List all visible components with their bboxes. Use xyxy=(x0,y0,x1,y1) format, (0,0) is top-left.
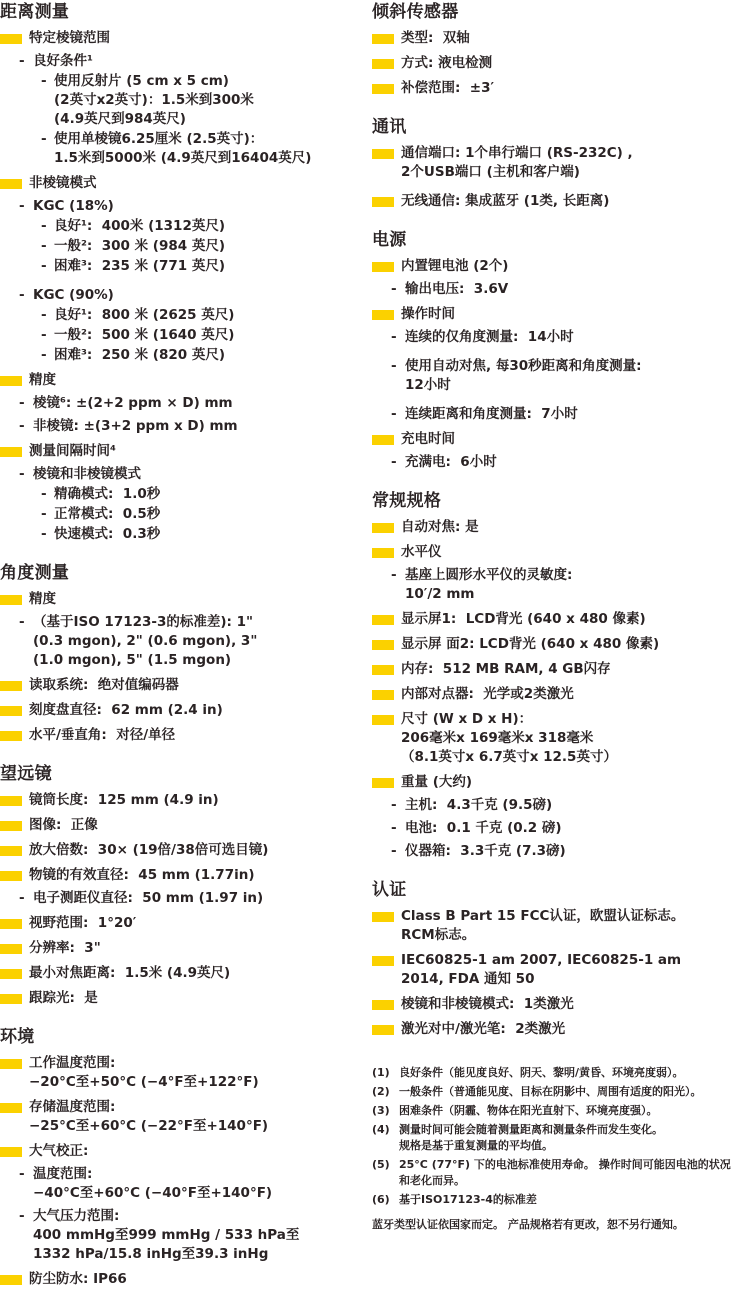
spec-text: 输出电压: 3.6V xyxy=(405,281,509,297)
spec-text: 使用反射片 (5 cm x 5 cm) (2英寸x2英寸)：1.5米到300米 (4.9英尺到984英尺) xyxy=(54,73,254,127)
spec-text: 一般²: 500 米 (1640 英尺) xyxy=(54,327,235,343)
footnote-number: (6) xyxy=(372,1193,390,1206)
bullet-marker-icon xyxy=(372,778,394,788)
spec-item xyxy=(0,197,367,216)
spec-item xyxy=(372,192,734,211)
spec-text: 放大倍数: 30× (19倍/38倍可选目镜) xyxy=(29,842,269,858)
footnote xyxy=(372,1103,734,1119)
spec-section xyxy=(0,764,367,1008)
bullet-marker-icon xyxy=(372,956,394,966)
spec-text: 存储温度范围: −25°C至+60°C (−22°F至+140°F) xyxy=(29,1099,269,1134)
spec-text: 充电时间 xyxy=(401,431,455,447)
spec-text: （基于ISO 17123-3的标准差): 1" (0.3 mgon), 2" (0.6 mgon), 3" (1.0 mgon), 5" (1.5 mgon) xyxy=(33,614,258,668)
bullet-marker-icon xyxy=(372,149,394,159)
spec-text: 主机: 4.3千克 (9.5磅) xyxy=(405,797,553,813)
spec-text: 重量 (大约) xyxy=(401,774,473,790)
footnote-text: 25°C (77°F) 下的电池标准使用寿命。 操作时间可能因电池的状况和老化而异。 xyxy=(399,1158,731,1187)
bullet-marker-icon xyxy=(0,796,22,806)
legal-note: 蓝牙类型认证依国家而定。 产品规格若有更改，恕不另行通知。 xyxy=(372,1218,684,1231)
bullet-marker-icon xyxy=(372,34,394,44)
bullet-marker-icon xyxy=(372,912,394,922)
spec-section xyxy=(372,117,734,211)
spec-item xyxy=(0,791,367,810)
spec-item xyxy=(372,796,734,815)
spec-item xyxy=(0,525,367,544)
bullet-marker-icon xyxy=(372,84,394,94)
spec-text: 良好¹: 800 米 (2625 英尺) xyxy=(54,307,235,323)
dash-marker-icon: - xyxy=(41,526,47,542)
bullet-marker-icon xyxy=(0,871,22,881)
spec-column-right-sections xyxy=(372,2,734,1039)
bullet-marker-icon xyxy=(372,1000,394,1010)
spec-text: 大气校正: xyxy=(29,1143,89,1159)
spec-text: 通信端口: 1个串行端口 (RS-232C) , 2个USB端口 (主机和客户端) xyxy=(401,145,633,180)
spec-text: Class B Part 15 FCC认证，欧盟认证标志。 RCM标志。 xyxy=(401,908,685,943)
bullet-marker-icon xyxy=(0,376,22,386)
spec-item xyxy=(372,257,734,276)
spec-item xyxy=(372,305,734,324)
bullet-marker-icon xyxy=(0,34,22,44)
spec-item xyxy=(0,174,367,193)
spec-text: 工作温度范围: −20°C至+50°C (−4°F至+122°F) xyxy=(29,1055,259,1090)
spec-text: 方式: 液电检测 xyxy=(401,55,493,71)
spec-item xyxy=(0,939,367,958)
spec-text: KGC (18%) xyxy=(33,198,114,214)
bullet-marker-icon xyxy=(0,731,22,741)
bullet-marker-icon xyxy=(0,447,22,457)
spec-item xyxy=(372,1020,734,1039)
spec-item xyxy=(372,951,734,989)
spec-item xyxy=(0,417,367,436)
bullet-marker-icon xyxy=(0,846,22,856)
dash-marker-icon: - xyxy=(41,258,47,274)
footnote-number: (5) xyxy=(372,1158,390,1171)
bullet-marker-icon xyxy=(0,994,22,1004)
dash-marker-icon: - xyxy=(19,198,25,214)
spec-item xyxy=(0,286,367,305)
footnote-number: (4) xyxy=(372,1123,390,1136)
spec-item xyxy=(372,842,734,861)
spec-item xyxy=(0,237,367,256)
dash-marker-icon: - xyxy=(19,614,25,630)
spec-section xyxy=(0,2,367,544)
spec-text: 连续的仅角度测量: 14小时 xyxy=(405,329,574,345)
spec-text: 类型: 双轴 xyxy=(401,30,470,46)
spec-item xyxy=(372,773,734,792)
dash-marker-icon: - xyxy=(19,466,25,482)
dash-marker-icon: - xyxy=(41,238,47,254)
section-title: 角度测量 xyxy=(0,563,70,583)
bullet-marker-icon xyxy=(0,1275,22,1285)
footnote-text: 困难条件（阴霾、物体在阳光直射下、环境亮度强）。 xyxy=(399,1104,658,1117)
spec-item xyxy=(372,79,734,98)
spec-item xyxy=(0,1165,367,1203)
spec-item xyxy=(372,453,734,472)
bullet-marker-icon xyxy=(372,310,394,320)
spec-item xyxy=(0,442,367,461)
footnote-number: (3) xyxy=(372,1104,390,1117)
dash-marker-icon: - xyxy=(19,1208,25,1224)
footnote-text: 一般条件（普通能见度、目标在阴影中、周围有适度的阳光）。 xyxy=(399,1085,702,1098)
spec-text: 正常模式: 0.5秒 xyxy=(54,506,161,522)
spec-text: 棱镜和非棱镜模式: 1类激光 xyxy=(401,996,574,1012)
spec-column-left xyxy=(0,2,367,1308)
dash-marker-icon: - xyxy=(41,486,47,502)
footnote xyxy=(372,1192,734,1208)
spec-text: 测量间隔时间⁴ xyxy=(29,443,116,459)
footnote xyxy=(372,1157,734,1189)
spec-text: 温度范围: −40°C至+60°C (−40°F至+140°F) xyxy=(33,1166,273,1201)
bullet-marker-icon xyxy=(372,59,394,69)
spec-text: 使用单棱镜6.25厘米 (2.5英寸)： 1.5米到5000米 (4.9英尺到16404英尺) xyxy=(54,131,312,166)
spec-text: 一般²: 300 米 (984 英尺) xyxy=(54,238,226,254)
spec-item xyxy=(0,1207,367,1264)
section-title: 认证 xyxy=(372,880,407,900)
spec-text: 电子测距仪直径: 50 mm (1.97 in) xyxy=(33,890,264,906)
bullet-marker-icon xyxy=(0,681,22,691)
dash-marker-icon: - xyxy=(41,506,47,522)
spec-text: 基座上圆形水平仪的灵敏度: 10′/2 mm xyxy=(405,567,573,602)
spec-text: 显示屏 面2: LCD背光 (640 x 480 像素) xyxy=(401,636,660,652)
spec-item xyxy=(0,346,367,365)
dash-marker-icon: - xyxy=(391,567,397,583)
dash-marker-icon: - xyxy=(391,406,397,422)
spec-section xyxy=(372,491,734,861)
dash-marker-icon: - xyxy=(41,73,47,89)
spec-item xyxy=(0,505,367,524)
spec-text: 仪器箱: 3.3千克 (7.3磅) xyxy=(405,843,566,859)
spec-item xyxy=(372,29,734,48)
bullet-marker-icon xyxy=(372,715,394,725)
spec-item xyxy=(372,610,734,629)
spec-item xyxy=(372,566,734,604)
spec-text: 内部对点器: 光学或2类激光 xyxy=(401,686,574,702)
spec-section xyxy=(372,230,734,472)
spec-text: 快速模式: 0.3秒 xyxy=(54,526,161,542)
spec-text: 精度 xyxy=(29,372,56,388)
spec-item xyxy=(0,914,367,933)
footnote-text: 良好条件（能见度良好、阴天、黎明/黄昏、环境亮度弱）。 xyxy=(399,1066,684,1079)
spec-text: 内存: 512 MB RAM, 4 GB闪存 xyxy=(401,661,611,677)
spec-item xyxy=(372,710,734,767)
bullet-marker-icon xyxy=(0,1103,22,1113)
dash-marker-icon: - xyxy=(391,329,397,345)
spec-item xyxy=(372,660,734,679)
dash-marker-icon: - xyxy=(391,843,397,859)
dash-marker-icon: - xyxy=(19,53,25,69)
spec-text: 精度 xyxy=(29,591,56,607)
bullet-marker-icon xyxy=(0,179,22,189)
bullet-marker-icon xyxy=(0,919,22,929)
bullet-marker-icon xyxy=(0,969,22,979)
spec-item xyxy=(372,357,734,395)
dash-marker-icon: - xyxy=(41,347,47,363)
section-title: 距离测量 xyxy=(0,2,70,22)
footnote xyxy=(372,1065,734,1081)
bullet-marker-icon xyxy=(372,262,394,272)
spec-columns xyxy=(0,2,734,1308)
section-title: 环境 xyxy=(0,1027,35,1047)
spec-item xyxy=(0,613,367,670)
bullet-marker-icon xyxy=(372,197,394,207)
dash-marker-icon: - xyxy=(391,454,397,470)
spec-text: 最小对焦距离: 1.5米 (4.9英尺) xyxy=(29,965,231,981)
spec-text: IEC60825-1 am 2007, IEC60825-1 am 2014, FDA 通知 50 xyxy=(401,952,682,987)
spec-text: 良好¹: 400米 (1312英尺) xyxy=(54,218,226,234)
dash-marker-icon: - xyxy=(41,307,47,323)
spec-text: 非棱镜模式 xyxy=(29,175,97,191)
footnote xyxy=(372,1084,734,1100)
dash-marker-icon: - xyxy=(19,1166,25,1182)
spec-item xyxy=(372,328,734,347)
spec-text: 连续距离和角度测量: 7小时 xyxy=(405,406,578,422)
spec-item xyxy=(372,54,734,73)
spec-text: 激光对中/激光笔: 2类激光 xyxy=(401,1021,566,1037)
dash-marker-icon: - xyxy=(41,131,47,147)
spec-item xyxy=(0,371,367,390)
spec-text: 自动对焦: 是 xyxy=(401,519,479,535)
bullet-marker-icon xyxy=(372,665,394,675)
spec-text: 水平仪 xyxy=(401,544,442,560)
spec-item xyxy=(0,52,367,71)
dash-marker-icon: - xyxy=(391,358,397,374)
spec-section xyxy=(372,2,734,98)
spec-text: 非棱镜: ±(3+2 ppm x D) mm xyxy=(33,418,238,434)
spec-item xyxy=(372,518,734,537)
spec-text: 棱镜和非棱镜模式 xyxy=(33,466,141,482)
spec-text: 显示屏1: LCD背光 (640 x 480 像素) xyxy=(401,611,646,627)
spec-item xyxy=(372,144,734,182)
bullet-marker-icon xyxy=(372,640,394,650)
spec-item xyxy=(0,841,367,860)
dash-marker-icon: - xyxy=(19,418,25,434)
spec-text: 困难³: 250 米 (820 英尺) xyxy=(54,347,226,363)
dash-marker-icon: - xyxy=(19,890,25,906)
spec-section xyxy=(372,880,734,1039)
dash-marker-icon: - xyxy=(41,327,47,343)
spec-item xyxy=(372,995,734,1014)
spec-text: 尺寸 (W x D x H)： 206毫米x 169毫米x 318毫米 （8.1英寸x 6.7英寸x 12.5英寸） xyxy=(401,711,617,765)
bullet-marker-icon xyxy=(372,690,394,700)
spec-text: 充满电: 6小时 xyxy=(405,454,497,470)
spec-item xyxy=(0,726,367,745)
spec-text: 电池: 0.1 千克 (0.2 磅) xyxy=(405,820,562,836)
spec-item xyxy=(0,72,367,129)
spec-item xyxy=(0,394,367,413)
spec-item xyxy=(0,257,367,276)
bullet-marker-icon xyxy=(372,548,394,558)
spec-item xyxy=(372,430,734,449)
spec-item xyxy=(0,306,367,325)
spec-text: 内置锂电池 (2个) xyxy=(401,258,509,274)
bullet-marker-icon xyxy=(0,821,22,831)
spec-item xyxy=(0,1054,367,1092)
spec-text: 刻度盘直径: 62 mm (2.4 in) xyxy=(29,702,223,718)
spec-item xyxy=(0,590,367,609)
spec-text: 视野范围: 1°20′ xyxy=(29,915,137,931)
footnote xyxy=(372,1122,734,1154)
spec-item xyxy=(372,543,734,562)
dash-marker-icon: - xyxy=(391,797,397,813)
footnote-number: (1) xyxy=(372,1066,390,1079)
bullet-marker-icon xyxy=(372,435,394,445)
spec-text: 特定棱镜范围 xyxy=(29,30,110,46)
bullet-marker-icon xyxy=(0,595,22,605)
spec-text: 无线通信: 集成蓝牙 (1类, 长距离) xyxy=(401,193,610,209)
spec-text: 良好条件¹ xyxy=(33,53,93,69)
spec-text: KGC (90%) xyxy=(33,287,114,303)
spec-item xyxy=(0,964,367,983)
spec-text: 补偿范围: ±3′ xyxy=(401,80,495,96)
spec-item xyxy=(0,326,367,345)
spec-text: 图像: 正像 xyxy=(29,817,98,833)
spec-item xyxy=(372,635,734,654)
bullet-marker-icon xyxy=(0,1147,22,1157)
section-title: 电源 xyxy=(372,230,407,250)
bullet-marker-icon xyxy=(0,1059,22,1069)
spec-text: 防尘防水: IP66 xyxy=(29,1271,127,1287)
footnote-text: 基于ISO17123-4的标准差 xyxy=(399,1193,537,1206)
spec-item xyxy=(0,1270,367,1289)
dash-marker-icon: - xyxy=(41,218,47,234)
spec-item xyxy=(0,1098,367,1136)
spec-item xyxy=(372,685,734,704)
spec-section xyxy=(0,1027,367,1289)
spec-item xyxy=(372,405,734,424)
dash-marker-icon: - xyxy=(19,287,25,303)
spec-item xyxy=(0,989,367,1008)
spec-item xyxy=(0,701,367,720)
spec-item xyxy=(0,1142,367,1161)
dash-marker-icon: - xyxy=(19,395,25,411)
section-title: 望远镜 xyxy=(0,764,52,784)
footnote-text: 测量时间可能会随着测量距离和测量条件而发生变化。 规格是基于重复测量的平均值。 xyxy=(399,1123,663,1152)
spec-text: 精确模式: 1.0秒 xyxy=(54,486,161,502)
spec-text: 水平/垂直角: 对径/单径 xyxy=(29,727,176,743)
spec-text: 大气压力范围: 400 mmHg至999 mmHg / 533 hPa至 1332 hPa/15.8 inHg至39.3 inHg xyxy=(33,1208,300,1262)
bullet-marker-icon xyxy=(372,615,394,625)
spec-item xyxy=(0,676,367,695)
section-title: 通讯 xyxy=(372,117,407,137)
spec-item xyxy=(0,29,367,48)
footnote-number: (2) xyxy=(372,1085,390,1098)
bullet-marker-icon xyxy=(372,1025,394,1035)
spec-item xyxy=(0,485,367,504)
spec-item xyxy=(0,130,367,168)
spec-item xyxy=(0,217,367,236)
spec-text: 读取系统: 绝对值编码器 xyxy=(29,677,179,693)
spec-column-right xyxy=(367,2,734,1308)
spec-text: 镜筒长度: 125 mm (4.9 in) xyxy=(29,792,219,808)
bullet-marker-icon xyxy=(0,706,22,716)
bullet-marker-icon xyxy=(372,523,394,533)
section-title: 倾斜传感器 xyxy=(372,2,459,22)
spec-item xyxy=(0,889,367,908)
spec-item xyxy=(372,907,734,945)
spec-text: 困难³: 235 米 (771 英尺) xyxy=(54,258,226,274)
bullet-marker-icon xyxy=(0,944,22,954)
spec-section xyxy=(0,563,367,745)
spec-item xyxy=(0,816,367,835)
spec-text: 操作时间 xyxy=(401,306,455,322)
spec-item xyxy=(0,465,367,484)
spec-text: 分辨率: 3" xyxy=(29,940,101,956)
dash-marker-icon: - xyxy=(391,281,397,297)
spec-text: 跟踪光: 是 xyxy=(29,990,98,1006)
footnotes-block xyxy=(372,1065,734,1208)
spec-item xyxy=(372,819,734,838)
spec-item xyxy=(0,866,367,885)
spec-text: 使用自动对焦, 每30秒距离和角度测量: 12小时 xyxy=(405,358,642,393)
spec-text: 物镜的有效直径: 45 mm (1.77in) xyxy=(29,867,255,883)
spec-text: 棱镜⁶: ±(2+2 ppm × D) mm xyxy=(33,395,233,411)
section-title: 常规规格 xyxy=(372,491,442,511)
dash-marker-icon: - xyxy=(391,820,397,836)
spec-item xyxy=(372,280,734,299)
